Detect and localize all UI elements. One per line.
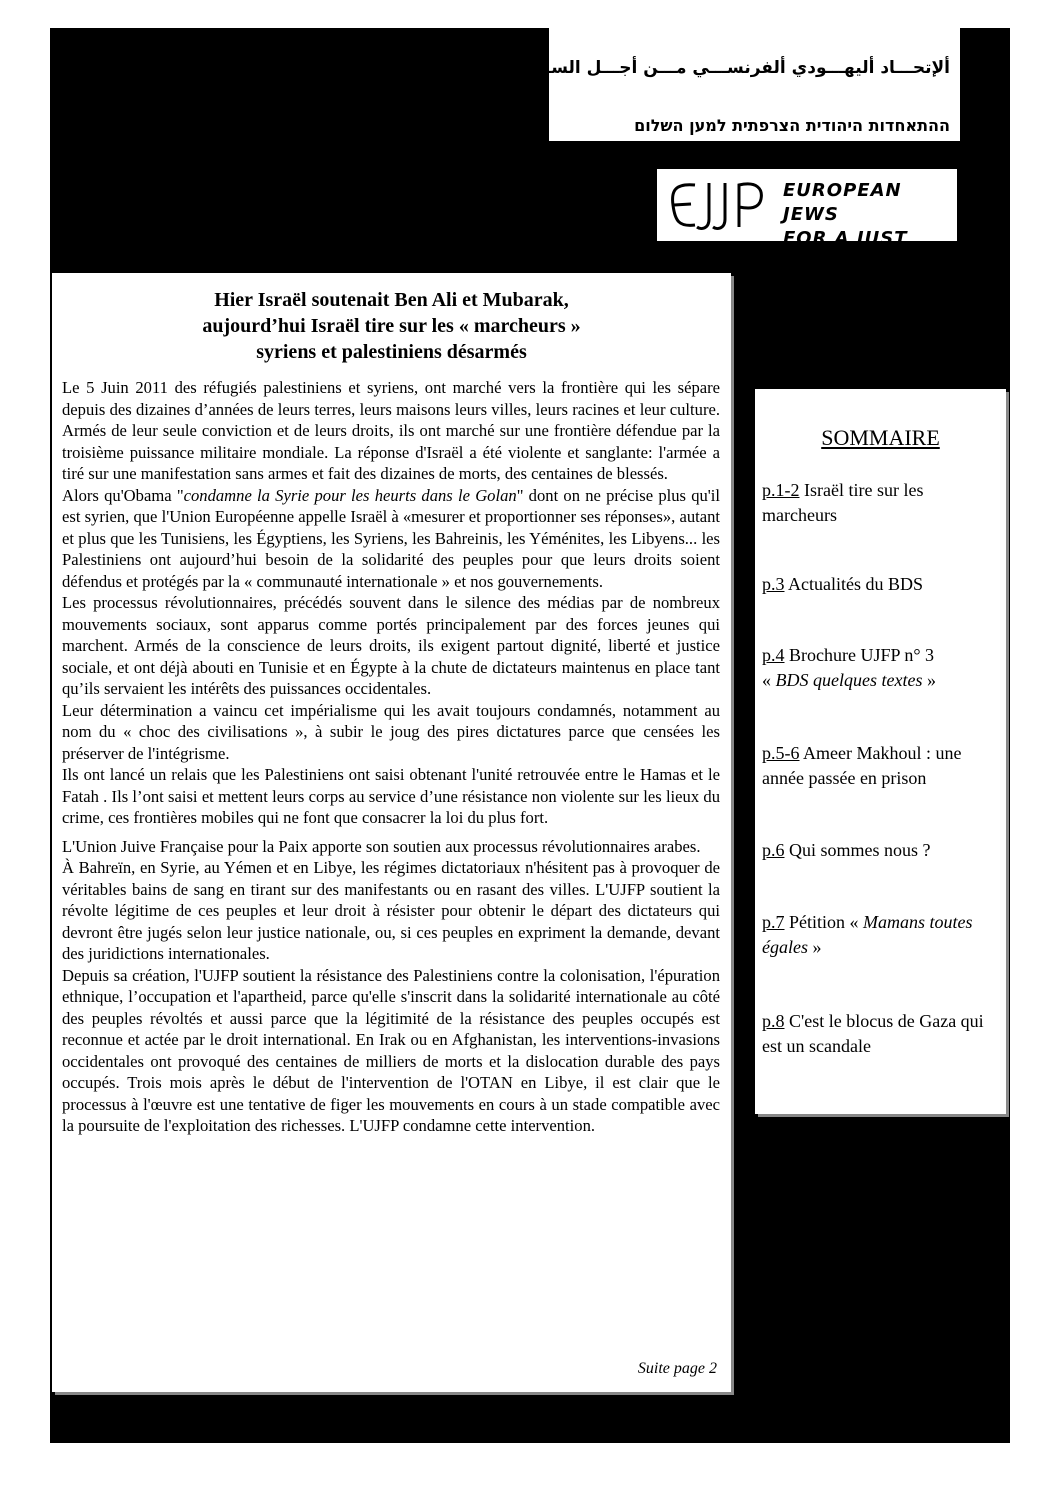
article-body	[62, 377, 720, 1137]
text-span: " dont on ne précise plus qu'il est syrien, que l'Union Européenne appelle Israël à «mesurer et proportionner ses réponses», autant et plus que les Tunisiens, les Égyptiens, les Syriens, les Bahreinis, les Yéménites, les Libyens... les Palestiniens ont aujourd’hui besoin de la solidarité des peuples pour que leurs droits soient défendus et protégés par la « communauté internationale » et nos gouvernements.	[62, 485, 721, 591]
toc-item-text: C'est le blocus de Gaza qui est un scandale	[762, 1011, 984, 1056]
toc-page-ref[interactable]: p.3	[762, 574, 785, 594]
toc-item[interactable]	[762, 910, 1002, 960]
toc-page-ref[interactable]: p.1-2	[762, 480, 800, 500]
toc-item[interactable]	[762, 643, 1002, 693]
toc-item-italic: BDS quelques textes	[775, 670, 923, 690]
toc-item[interactable]	[762, 572, 1002, 597]
toc-item-italic: Mamans toutes égales	[762, 912, 973, 957]
ejjp-logo	[657, 169, 957, 273]
logo-line-2: FOR A JUST PEACE	[783, 228, 908, 273]
toc-page-ref[interactable]: p.5-6	[762, 743, 800, 763]
title-line-3: syriens et palestiniens désarmés	[256, 341, 527, 363]
toc-page-ref[interactable]: p.6	[762, 840, 785, 860]
toc-item[interactable]	[762, 1009, 1002, 1059]
toc-item[interactable]	[762, 741, 1002, 791]
paragraph: À Bahreïn, en Syrie, au Yémen et en Libye, les régimes dictatoriaux n'hésitent pas à provoquer de véritables bains de sang en tirant sur des manifestants ou en rasant des villes. L'UJFP soutient la révolte légitime de ces peuples et leur droit à résister pour obtenir le départ des dictateurs qui devront être jugés selon leur justice nationale, ou, si ces peuples en expriment la demande, devant des juridictions internationales.	[62, 858, 720, 963]
paragraph: L'Union Juive Française pour la Paix apporte son soutien aux processus révolutionnaires arabes.	[62, 836, 701, 856]
obama-quote: condamne la Syrie pour les heurts dans le Golan	[183, 485, 517, 505]
toc-page-ref[interactable]: p.8	[762, 1011, 785, 1031]
hebrew-org-name: ההתאחדות היהודית הצרפתית למען השלום	[634, 116, 950, 135]
toc-item[interactable]	[762, 478, 1002, 528]
continued-note: Suite page 2	[637, 1360, 717, 1377]
table-of-contents	[755, 389, 1006, 1114]
toc-item-text: »	[922, 670, 936, 690]
paragraph: Depuis sa création, l'UJFP soutient la résistance des Palestiniens contre la colonisation, l'épuration ethnique, l’occupation et l'apartheid, parce qu'elle s'inscrit dans la solidarité internationale au côté des peuples révoltés et aussi parce que la légitimité de la résistance des peuples occupés est reconnue et actée par le droit international. En Irak ou en Afghanistan, les interventions-invasions occidentales ont provoqué des centaines de milliers de morts et la dislocation durable des pays occupés. Trois mois après le début de l'intervention de l'OTAN en Libye, il est clair que le processus à l'œuvre est une tentative de figer les mouvements en cours à un stade compatible avec la poursuite de l'exploitation des richesses. L'UJFP condamne cette intervention.	[62, 965, 720, 1135]
title-line-1: Hier Israël soutenait Ben Ali et Mubarak,	[214, 289, 569, 311]
toc-item-text: Pétition «	[784, 912, 864, 932]
toc-page-ref[interactable]: p.4	[762, 645, 785, 665]
article-title	[52, 287, 731, 365]
toc-item-text: Brochure UJFP n° 3	[784, 645, 935, 665]
logo-line-1: EUROPEAN JEWS	[783, 180, 902, 225]
text-span: Alors qu'Obama "	[62, 485, 184, 505]
toc-item-text: Ameer Makhoul : une année passée en prison	[762, 743, 962, 788]
paragraph: Le 5 Juin 2011 des réfugiés palestiniens et syriens, ont marché vers la frontière qui les sépare depuis des dizaines d’années de leurs terres, leurs maisons leurs villes, leurs racines et leur culture. Armés de leur seule conviction et de leurs droits, ils ont marché sur une frontière défendue par la troisième puissance militaire mondiale. La réponse d'Israël a été violente et sanglante: l'armée a tiré sur une manifestation sans armes et fait des dizaines de morts, des centaines de blessés.	[62, 378, 720, 483]
arabic-org-name: ألإتحـــاد أليهـــودي ألفرنســـي مـــن أجـــل الســـلام	[508, 58, 950, 78]
toc-item-text: »	[807, 937, 822, 957]
logo-wordmark	[783, 179, 957, 275]
toc-item-text: Actualités du BDS	[784, 574, 923, 594]
title-line-2: aujourd’hui Israël tire sur les « marcheurs »	[202, 315, 581, 337]
paragraph	[62, 485, 720, 593]
toc-item-text: Israël tire sur les marcheurs	[762, 480, 924, 525]
toc-item-text: «	[762, 670, 776, 690]
toc-title: SOMMAIRE	[821, 425, 940, 450]
paragraph: Leur détermination a vaincu cet impérialisme qui les avait toujours condamnés, notamment au nom du « choc des civilisations », à subir le joug des pires dictatures parce que censées les préserver de l'intégrisme.	[62, 700, 720, 763]
paragraph: Les processus révolutionnaires, précédés souvent dans le silence des médias par de nombreux mouvements sociaux, sont apparus comme portés principalement par des forces jeunes qui marchent. Armés de la conscience de leurs droits, ils exigent partout dignité, liberté et justice sociale, et ont déjà abouti en Tunisie et en Égypte à la chute de dictateurs maintenus en place tant qu’ils servaient les intérêts des puissances occidentales.	[62, 593, 720, 698]
paragraph: Ils ont lancé un relais que les Palestiniens ont saisi obtenant l'unité retrouvée entre le Hamas et le Fatah . Ils l’ont saisi et mettent leurs corps au service d’une résistance non violente sur les lieux du crime, ces frontières mobiles qui ne font que consacrer la loi du plus fort.	[62, 765, 720, 827]
toc-item-text: Qui sommes nous ?	[784, 840, 931, 860]
toc-item[interactable]	[762, 838, 1002, 863]
ejjp-logo-mark-icon	[665, 177, 773, 233]
organization-header	[508, 28, 960, 141]
toc-page-ref[interactable]: p.7	[762, 912, 785, 932]
main-article	[52, 273, 731, 1392]
